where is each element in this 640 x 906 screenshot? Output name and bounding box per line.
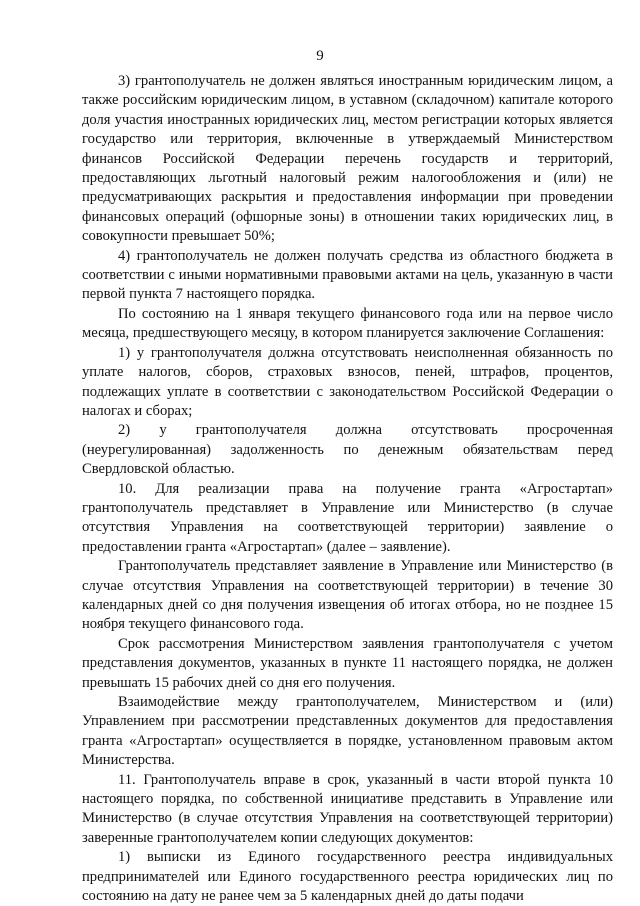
paragraph-sub-1: 1) у грантополучателя должна отсутствовать неисполненная обязанность по уплате налогов, сборов, страховых взносов, пеней, штрафов, процентов, подлежащих уплате в соответствии с законодательством Российской Федерации о налогах и сборах; <box>82 344 613 419</box>
paragraph-item-4: 4) грантополучатель не должен получать средства из областного бюджета в соответствии с иными нормативными правовыми актами на цель, указанную в части первой пункта 7 настоящего порядка. <box>82 247 613 303</box>
paragraph-submission-deadline: Грантополучатель представляет заявление в Управление или Министерство (в случае отсутствия Управления на соответствующей территории) в течение 30 календарных дней со дня получения извещения об итогах отбора, но не позднее 15 ноября текущего финансового года. <box>82 558 613 633</box>
paragraph-item-3: 3) грантополучатель не должен являться иностранным юридическим лицом, а также российским юридическим лицом, в уставном (складочном) капитале которого доля участия иностранных юридических лиц, местом регистрации которых является государство или территория, включенные в утверждаемый Министерством финансов Российской Федерации перечень государств и территорий, предоставляющих льготный налоговый режим налогообложения и (или) не предусматривающих раскрытия и предоставления информации при проведении финансовых операций (офшорные зоны) в отношении таких юридических лиц, в совокупности превышает 50%; <box>82 73 613 245</box>
paragraph-sub-2: 2) у грантополучателя должна отсутствовать просроченная (неурегулированная) задолженность по денежным обязательствам перед Свердловской областью. <box>82 422 613 478</box>
paragraph-status-date: По состоянию на 1 января текущего финансового года или на первое число месяца, предшествующего месяцу, в котором планируется заключение Соглашения: <box>82 305 613 342</box>
paragraph-review-period: Срок рассмотрения Министерством заявления грантополучателя с учетом представления документов, указанных в пункте 11 настоящего порядка, не должен превышать 15 рабочих дней со дня его получения. <box>82 635 613 691</box>
document-body <box>82 72 613 906</box>
paragraph-interaction: Взаимодействие между грантополучателем, Министерством и (или) Управлением при рассмотрении представленных документов для предоставления гранта «Агростартап» осуществляется в порядке, установленном правовым актом Министерства. <box>82 694 613 769</box>
paragraph-clause-10: 10. Для реализации права на получение гранта «Агростартап» грантополучатель представляет в Управление или Министерство (в случае отсутствия Управления на соответствующей территории) заявление о предоставлении гранта «Агростартап» (далее – заявление). <box>82 480 613 555</box>
paragraph-clause-11-sub-1: 1) выписки из Единого государственного реестра индивидуальных предпринимателей или Единого государственного реестра юридических лиц по состоянию на дату не ранее чем за 5 календарных дней до даты подачи <box>82 849 613 905</box>
page-number: 9 <box>316 48 324 64</box>
paragraph-clause-11: 11. Грантополучатель вправе в срок, указанный в части второй пункта 10 настоящего порядка, по собственной инициативе представить в Управление или Министерство (в случае отсутствия Управления на соответствующей территории) заверенные грантополучателем копии следующих документов: <box>82 771 613 846</box>
